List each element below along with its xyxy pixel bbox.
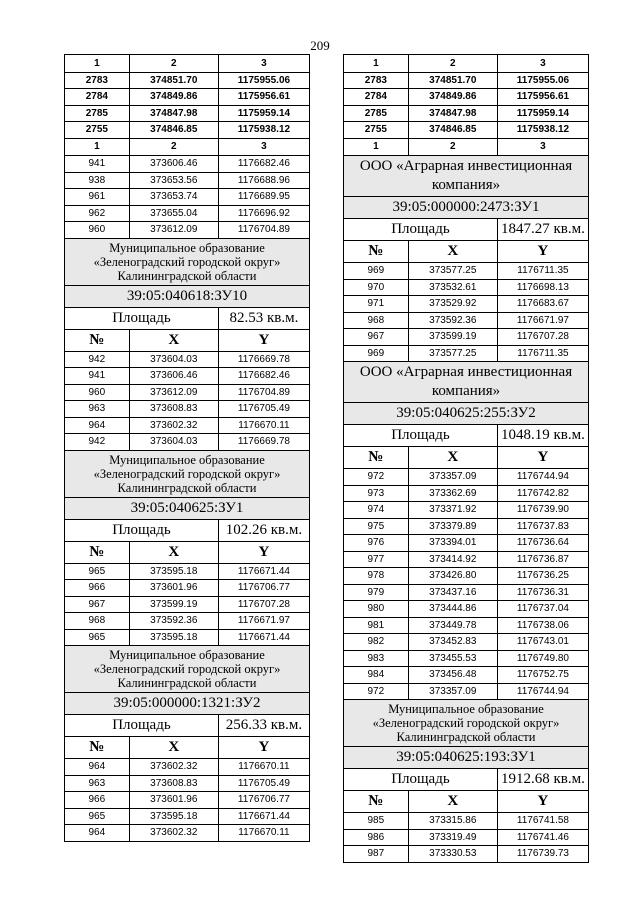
- point-number: 941: [65, 368, 130, 385]
- coordinate-row: [344, 502, 589, 519]
- owner-row: [344, 700, 589, 747]
- y-coordinate: 1176736.25: [497, 568, 588, 585]
- coordinate-row: [344, 568, 589, 585]
- x-coordinate: 373357.09: [408, 683, 497, 700]
- y-coordinate: 1175956.61: [497, 89, 588, 106]
- table-header-row: [65, 541, 310, 563]
- column-number: 1: [344, 55, 409, 73]
- x-coordinate: 373357.09: [408, 469, 497, 486]
- x-coordinate: 373592.36: [129, 613, 218, 630]
- x-coordinate: 373319.49: [408, 829, 497, 846]
- coordinate-row: [344, 72, 589, 89]
- area-value: 1048.19 кв.м.: [497, 425, 588, 447]
- point-number: 2785: [65, 105, 130, 122]
- point-number: 974: [344, 502, 409, 519]
- y-coordinate: 1176749.80: [497, 650, 588, 667]
- column-number: 2: [408, 138, 497, 156]
- column-number-row: [344, 138, 589, 156]
- owner-row: [65, 450, 310, 497]
- header-y: Y: [497, 791, 588, 813]
- area-row: [65, 307, 310, 329]
- y-coordinate: 1175955.06: [218, 72, 309, 89]
- x-coordinate: 373426.80: [408, 568, 497, 585]
- x-coordinate: 374851.70: [129, 72, 218, 89]
- x-coordinate: 373414.92: [408, 551, 497, 568]
- column-number-row: [65, 55, 310, 73]
- coordinate-row: [65, 808, 310, 825]
- x-coordinate: 373608.83: [129, 401, 218, 418]
- column-number-row: [65, 138, 310, 156]
- column-number-row: [344, 55, 589, 73]
- coordinate-row: [65, 72, 310, 89]
- coordinate-row: [344, 813, 589, 830]
- coordinate-row: [344, 89, 589, 106]
- point-number: 962: [65, 205, 130, 222]
- table-header-row: [65, 329, 310, 351]
- coordinate-row: [344, 122, 589, 139]
- point-number: 966: [65, 792, 130, 809]
- coordinate-row: [65, 105, 310, 122]
- column-number: 3: [218, 138, 309, 156]
- y-coordinate: 1175955.06: [497, 72, 588, 89]
- coordinate-row: [65, 205, 310, 222]
- x-coordinate: 373379.89: [408, 518, 497, 535]
- x-coordinate: 373612.09: [129, 222, 218, 239]
- cadastral-number: 39:05:000000:2473:ЗУ1: [344, 197, 589, 219]
- y-coordinate: 1176670.11: [218, 825, 309, 842]
- point-number: 942: [65, 351, 130, 368]
- y-coordinate: 1176736.64: [497, 535, 588, 552]
- column-number: 1: [65, 138, 130, 156]
- point-number: 2784: [344, 89, 409, 106]
- header-number: №: [344, 791, 409, 813]
- point-number: 972: [344, 683, 409, 700]
- point-number: 2755: [344, 122, 409, 139]
- column-number: 2: [408, 55, 497, 73]
- point-number: 967: [344, 329, 409, 346]
- owner-row: [65, 238, 310, 285]
- y-coordinate: 1176671.44: [218, 808, 309, 825]
- coordinate-row: [65, 89, 310, 106]
- y-coordinate: 1176671.97: [218, 613, 309, 630]
- y-coordinate: 1175959.14: [497, 105, 588, 122]
- area-value: 102.26 кв.м.: [218, 519, 309, 541]
- point-number: 964: [65, 825, 130, 842]
- x-coordinate: 373655.04: [129, 205, 218, 222]
- area-row: [344, 425, 589, 447]
- table-header-row: [344, 241, 589, 263]
- coordinate-row: [344, 279, 589, 296]
- x-coordinate: 373602.32: [129, 417, 218, 434]
- y-coordinate: 1176738.06: [497, 617, 588, 634]
- coordinate-row: [65, 596, 310, 613]
- y-coordinate: 1176682.46: [218, 156, 309, 173]
- point-number: 941: [65, 156, 130, 173]
- cadastral-number: 39:05:040625:255:ЗУ2: [344, 403, 589, 425]
- owner-row: [65, 646, 310, 693]
- page-number: 209: [310, 38, 330, 53]
- point-number: 976: [344, 535, 409, 552]
- header-y: Y: [497, 447, 588, 469]
- column-number: 1: [344, 138, 409, 156]
- coordinate-row: [344, 345, 589, 362]
- coordinate-row: [344, 296, 589, 313]
- point-number: 985: [344, 813, 409, 830]
- coordinate-row: [344, 518, 589, 535]
- point-number: 971: [344, 296, 409, 313]
- point-number: 970: [344, 279, 409, 296]
- area-label: Площадь: [344, 219, 498, 241]
- x-coordinate: 373444.86: [408, 601, 497, 618]
- x-coordinate: 373577.25: [408, 263, 497, 280]
- coordinate-row: [344, 329, 589, 346]
- y-coordinate: 1176739.90: [497, 502, 588, 519]
- cadastral-number: 39:05:040618:ЗУ10: [65, 285, 310, 307]
- coordinate-row: [344, 829, 589, 846]
- header-number: №: [344, 241, 409, 263]
- x-coordinate: 373455.53: [408, 650, 497, 667]
- table-header-row: [344, 791, 589, 813]
- coordinate-row: [65, 401, 310, 418]
- y-coordinate: 1176683.67: [497, 296, 588, 313]
- coordinate-row: [344, 535, 589, 552]
- coordinate-row: [65, 189, 310, 206]
- y-coordinate: 1176711.35: [497, 263, 588, 280]
- x-coordinate: 373653.74: [129, 189, 218, 206]
- x-coordinate: 373604.03: [129, 434, 218, 451]
- x-coordinate: 373608.83: [129, 775, 218, 792]
- x-coordinate: 374847.98: [129, 105, 218, 122]
- point-number: 963: [65, 775, 130, 792]
- column-number: 2: [129, 138, 218, 156]
- x-coordinate: 373604.03: [129, 351, 218, 368]
- point-number: 984: [344, 667, 409, 684]
- y-coordinate: 1175959.14: [218, 105, 309, 122]
- area-row: [344, 219, 589, 241]
- header-x: X: [408, 791, 497, 813]
- point-number: 2783: [65, 72, 130, 89]
- point-number: 965: [65, 808, 130, 825]
- owner-row: [344, 156, 589, 197]
- header-y: Y: [218, 737, 309, 759]
- point-number: 965: [65, 629, 130, 646]
- y-coordinate: 1176706.77: [218, 580, 309, 597]
- cadastral-row: [65, 497, 310, 519]
- y-coordinate: 1176741.46: [497, 829, 588, 846]
- x-coordinate: 373577.25: [408, 345, 497, 362]
- coordinate-row: [344, 846, 589, 863]
- y-coordinate: 1176669.78: [218, 351, 309, 368]
- owner-name: Муниципальное образование «Зеленоградский городской округ» Калининградской области: [65, 238, 310, 285]
- x-coordinate: 373532.61: [408, 279, 497, 296]
- cadastral-row: [344, 197, 589, 219]
- point-number: 968: [65, 613, 130, 630]
- x-coordinate: 374849.86: [408, 89, 497, 106]
- coordinate-row: [65, 351, 310, 368]
- y-coordinate: 1176737.04: [497, 601, 588, 618]
- coordinate-row: [344, 312, 589, 329]
- column-number: 3: [497, 138, 588, 156]
- y-coordinate: 1176671.97: [497, 312, 588, 329]
- x-coordinate: 373456.48: [408, 667, 497, 684]
- point-number: 967: [65, 596, 130, 613]
- point-number: 969: [344, 345, 409, 362]
- y-coordinate: 1176670.11: [218, 759, 309, 776]
- coordinate-row: [65, 434, 310, 451]
- coordinate-row: [344, 667, 589, 684]
- x-coordinate: 374851.70: [408, 72, 497, 89]
- coordinate-row: [344, 485, 589, 502]
- point-number: 973: [344, 485, 409, 502]
- table-header-row: [65, 737, 310, 759]
- x-coordinate: 373595.18: [129, 808, 218, 825]
- point-number: 960: [65, 222, 130, 239]
- point-number: 978: [344, 568, 409, 585]
- header-x: X: [129, 329, 218, 351]
- y-coordinate: 1176736.87: [497, 551, 588, 568]
- column-number: 2: [129, 55, 218, 73]
- y-coordinate: 1175938.12: [218, 122, 309, 139]
- x-coordinate: 373599.19: [408, 329, 497, 346]
- cadastral-row: [344, 747, 589, 769]
- point-number: 2784: [65, 89, 130, 106]
- header-y: Y: [218, 329, 309, 351]
- coordinate-row: [65, 563, 310, 580]
- point-number: 987: [344, 846, 409, 863]
- x-coordinate: 373371.92: [408, 502, 497, 519]
- coordinate-row: [65, 759, 310, 776]
- point-number: 981: [344, 617, 409, 634]
- point-number: 982: [344, 634, 409, 651]
- x-coordinate: 373601.96: [129, 580, 218, 597]
- owner-name: Муниципальное образование «Зеленоградский городской округ» Калининградской области: [65, 646, 310, 693]
- coordinate-row: [344, 263, 589, 280]
- y-coordinate: 1175938.12: [497, 122, 588, 139]
- owner-row: [344, 362, 589, 403]
- point-number: 972: [344, 469, 409, 486]
- coordinate-row: [65, 156, 310, 173]
- y-coordinate: 1176737.83: [497, 518, 588, 535]
- x-coordinate: 374846.85: [408, 122, 497, 139]
- owner-name: Муниципальное образование «Зеленоградский городской округ» Калининградской области: [65, 450, 310, 497]
- x-coordinate: 373602.32: [129, 825, 218, 842]
- point-number: 964: [65, 417, 130, 434]
- point-number: 2783: [344, 72, 409, 89]
- x-coordinate: 373612.09: [129, 384, 218, 401]
- header-number: №: [344, 447, 409, 469]
- y-coordinate: 1176704.89: [218, 384, 309, 401]
- coordinate-row: [65, 172, 310, 189]
- point-number: 968: [344, 312, 409, 329]
- point-number: 983: [344, 650, 409, 667]
- y-coordinate: 1176752.75: [497, 667, 588, 684]
- x-coordinate: 374847.98: [408, 105, 497, 122]
- point-number: 938: [65, 172, 130, 189]
- area-value: 1912.68 кв.м.: [497, 769, 588, 791]
- area-row: [65, 715, 310, 737]
- area-value: 256.33 кв.м.: [218, 715, 309, 737]
- header-y: Y: [497, 241, 588, 263]
- y-coordinate: 1176671.44: [218, 629, 309, 646]
- x-coordinate: 373452.83: [408, 634, 497, 651]
- area-label: Площадь: [65, 307, 219, 329]
- owner-name: ООО «Аграрная инвестиционная компания»: [344, 362, 589, 403]
- point-number: 961: [65, 189, 130, 206]
- y-coordinate: 1176689.95: [218, 189, 309, 206]
- coordinate-row: [65, 792, 310, 809]
- y-coordinate: 1176704.89: [218, 222, 309, 239]
- column-number: 1: [65, 55, 130, 73]
- coordinate-row: [344, 601, 589, 618]
- header-number: №: [65, 329, 130, 351]
- x-coordinate: 373595.18: [129, 629, 218, 646]
- area-value: 1847.27 кв.м.: [497, 219, 588, 241]
- point-number: 979: [344, 584, 409, 601]
- y-coordinate: 1176698.13: [497, 279, 588, 296]
- point-number: 986: [344, 829, 409, 846]
- point-number: 960: [65, 384, 130, 401]
- cadastral-number: 39:05:040625:193:ЗУ1: [344, 747, 589, 769]
- x-coordinate: 373601.96: [129, 792, 218, 809]
- coordinate-row: [344, 584, 589, 601]
- y-coordinate: 1176744.94: [497, 683, 588, 700]
- coordinate-row: [65, 629, 310, 646]
- owner-name: ООО «Аграрная инвестиционная компания»: [344, 156, 589, 197]
- y-coordinate: 1176711.35: [497, 345, 588, 362]
- y-coordinate: 1176688.96: [218, 172, 309, 189]
- y-coordinate: 1176742.82: [497, 485, 588, 502]
- area-value: 82.53 кв.м.: [218, 307, 309, 329]
- table-header-row: [344, 447, 589, 469]
- cadastral-row: [65, 285, 310, 307]
- y-coordinate: 1176707.28: [497, 329, 588, 346]
- point-number: 2785: [344, 105, 409, 122]
- y-coordinate: 1176707.28: [218, 596, 309, 613]
- header-x: X: [408, 447, 497, 469]
- x-coordinate: 373449.78: [408, 617, 497, 634]
- coordinate-row: [344, 469, 589, 486]
- y-coordinate: 1176743.01: [497, 634, 588, 651]
- x-coordinate: 373602.32: [129, 759, 218, 776]
- y-coordinate: 1176671.44: [218, 563, 309, 580]
- header-y: Y: [218, 541, 309, 563]
- y-coordinate: 1176669.78: [218, 434, 309, 451]
- coordinate-row: [65, 368, 310, 385]
- cadastral-number: 39:05:040625:ЗУ1: [65, 497, 310, 519]
- x-coordinate: 373653.56: [129, 172, 218, 189]
- x-coordinate: 373606.46: [129, 368, 218, 385]
- header-number: №: [65, 737, 130, 759]
- point-number: 2755: [65, 122, 130, 139]
- y-coordinate: 1176682.46: [218, 368, 309, 385]
- area-label: Площадь: [65, 519, 219, 541]
- coordinate-row: [344, 105, 589, 122]
- coordinate-row: [65, 775, 310, 792]
- area-row: [344, 769, 589, 791]
- column-number: 3: [497, 55, 588, 73]
- x-coordinate: 373330.53: [408, 846, 497, 863]
- x-coordinate: 373315.86: [408, 813, 497, 830]
- y-coordinate: 1176670.11: [218, 417, 309, 434]
- header-number: №: [65, 541, 130, 563]
- coordinate-row: [344, 551, 589, 568]
- coordinate-row: [344, 650, 589, 667]
- point-number: 975: [344, 518, 409, 535]
- area-row: [65, 519, 310, 541]
- x-coordinate: 373394.01: [408, 535, 497, 552]
- y-coordinate: 1176739.73: [497, 846, 588, 863]
- area-label: Площадь: [344, 425, 498, 447]
- point-number: 977: [344, 551, 409, 568]
- coordinate-row: [65, 222, 310, 239]
- x-coordinate: 373362.69: [408, 485, 497, 502]
- coordinate-row: [65, 417, 310, 434]
- point-number: 980: [344, 601, 409, 618]
- y-coordinate: 1175956.61: [218, 89, 309, 106]
- y-coordinate: 1176741.58: [497, 813, 588, 830]
- coordinate-row: [344, 683, 589, 700]
- coordinate-row: [65, 122, 310, 139]
- cadastral-row: [344, 403, 589, 425]
- owner-name: Муниципальное образование «Зеленоградский городской округ» Калининградской области: [344, 700, 589, 747]
- y-coordinate: 1176705.49: [218, 775, 309, 792]
- point-number: 963: [65, 401, 130, 418]
- cadastral-row: [65, 693, 310, 715]
- y-coordinate: 1176705.49: [218, 401, 309, 418]
- x-coordinate: 374846.85: [129, 122, 218, 139]
- y-coordinate: 1176696.92: [218, 205, 309, 222]
- x-coordinate: 374849.86: [129, 89, 218, 106]
- coordinate-row: [65, 580, 310, 597]
- x-coordinate: 373595.18: [129, 563, 218, 580]
- coordinate-row: [344, 634, 589, 651]
- x-coordinate: 373599.19: [129, 596, 218, 613]
- cadastral-number: 39:05:000000:1321:ЗУ2: [65, 693, 310, 715]
- y-coordinate: 1176744.94: [497, 469, 588, 486]
- header-x: X: [129, 541, 218, 563]
- header-x: X: [408, 241, 497, 263]
- coordinate-row: [65, 825, 310, 842]
- x-coordinate: 373529.92: [408, 296, 497, 313]
- y-coordinate: 1176706.77: [218, 792, 309, 809]
- area-label: Площадь: [344, 769, 498, 791]
- y-coordinate: 1176736.31: [497, 584, 588, 601]
- column-number: 3: [218, 55, 309, 73]
- area-label: Площадь: [65, 715, 219, 737]
- point-number: 942: [65, 434, 130, 451]
- x-coordinate: 373437.16: [408, 584, 497, 601]
- coordinate-row: [65, 613, 310, 630]
- coordinates-table-right: [343, 54, 589, 863]
- x-coordinate: 373606.46: [129, 156, 218, 173]
- point-number: 964: [65, 759, 130, 776]
- coordinate-row: [344, 617, 589, 634]
- point-number: 969: [344, 263, 409, 280]
- point-number: 965: [65, 563, 130, 580]
- point-number: 966: [65, 580, 130, 597]
- x-coordinate: 373592.36: [408, 312, 497, 329]
- coordinates-table-left: [64, 54, 310, 842]
- header-x: X: [129, 737, 218, 759]
- coordinate-row: [65, 384, 310, 401]
